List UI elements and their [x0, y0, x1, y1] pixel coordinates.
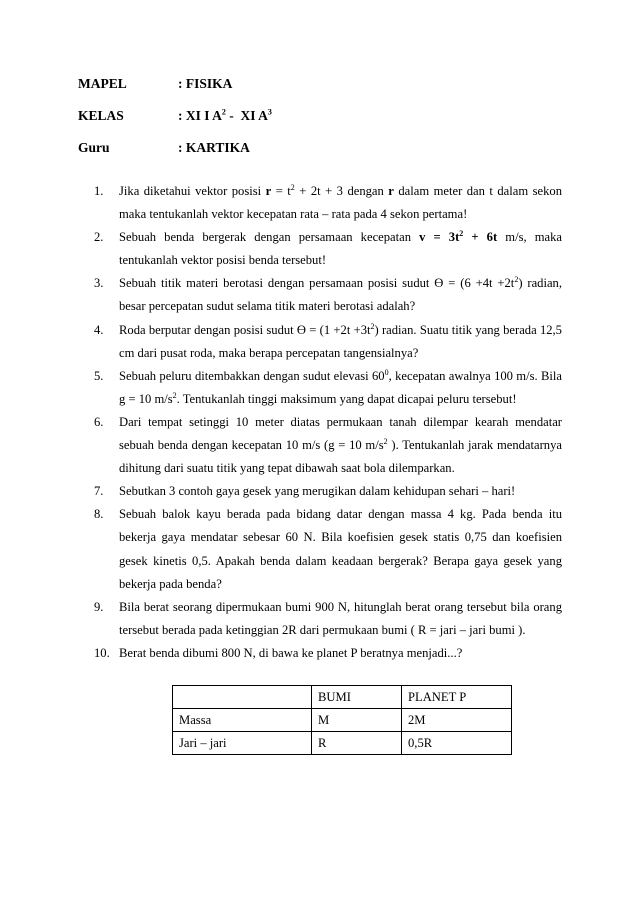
question-text: . Tentukanlah tinggi maksimum yang dapat dicapai peluru tersebut!	[176, 391, 517, 406]
question-text: Sebuah benda bergerak dengan persamaan kecepatan	[119, 230, 420, 245]
table-cell: 0,5R	[402, 732, 512, 755]
question-bold: + 6t	[463, 230, 498, 245]
kelas-sup-b: 3	[267, 107, 272, 117]
question-text: ). Tentukanlah jarak mendatarnya dihitung dari suatu titik yang tepat dibawah saat bola dilemparkan.	[119, 438, 562, 476]
question-sup: 2	[514, 275, 519, 285]
table-cell: BUMI	[312, 686, 402, 709]
question-item	[94, 503, 562, 595]
question-text: Sebuah balok kayu berada pada bidang datar dengan massa 4 kg. Pada benda itu bekerja gaya mendatar sebesar 60 N. Bila koefisien gesek statis 0,75 dan koefisien gesek kinetis 0,5. Apakah benda dalam keadaan bergerak? Berapa gaya gesek yang bekerja pada benda?	[119, 507, 562, 591]
question-text: Sebuah titik materi berotasi dengan persamaan posisi sudut ϴ = (6 +4t +2t	[119, 276, 515, 291]
question-item	[94, 226, 562, 272]
table-cell: 2M	[402, 709, 512, 732]
question-bold: r	[388, 184, 394, 198]
question-sup: 0	[384, 367, 389, 377]
question-bold: r	[265, 184, 272, 198]
question-bold: v = 3t	[419, 230, 460, 245]
question-number: 3.	[94, 276, 104, 291]
table-cell: PLANET P	[402, 686, 512, 709]
question-text: , kecepatan awalnya 100 m/s. Bila g = 10 m/s	[119, 368, 562, 406]
question-item	[94, 180, 562, 226]
question-text: Sebuah peluru ditembakkan dengan sudut elevasi 60	[119, 368, 385, 383]
mapel-value: : FISIKA	[178, 76, 233, 91]
question-item	[94, 411, 562, 480]
question-number: 8.	[94, 507, 104, 522]
header-row-mapel	[78, 76, 272, 108]
mapel-label: MAPEL	[78, 76, 127, 91]
question-number: 1.	[94, 184, 104, 198]
question-number: 4.	[94, 322, 104, 337]
table-cell	[173, 686, 312, 709]
question-number: 5.	[94, 368, 104, 383]
question-text: m/s, maka tentukanlah vektor posisi benda tersebut!	[119, 230, 562, 268]
question-number: 6.	[94, 414, 104, 429]
question-text: Roda berputar dengan posisi sudut ϴ = (1 +2t +3t	[119, 322, 371, 337]
question-text: + 2t + 3 dengan	[294, 184, 389, 198]
question-item	[94, 365, 562, 411]
question-number: 9.	[94, 599, 104, 614]
document-header	[78, 76, 272, 172]
question-number: 10.	[94, 645, 110, 660]
kelas-value	[178, 108, 272, 124]
question-item	[94, 596, 562, 642]
question-number: 7.	[94, 484, 104, 499]
question-sup: 2	[383, 436, 388, 446]
kelas-sup-a: 2	[221, 107, 226, 117]
question-sup: 2	[370, 321, 375, 331]
question-text: Dari tempat setinggi 10 meter diatas permukaan tanah dilempar kearah mendatar sebuah benda dengan kecepatan 10 m/s (g = 10 m/s	[119, 414, 562, 453]
table-cell: Massa	[173, 709, 312, 732]
table-cell: Jari – jari	[173, 732, 312, 755]
table-header-row	[173, 686, 512, 709]
table-row	[173, 732, 512, 755]
question-text: ) radian, besar percepatan sudut selama titik materi berotasi adalah?	[119, 276, 562, 314]
kelas-value-b: - XI A	[225, 108, 268, 123]
question-sup: 2	[290, 182, 295, 192]
question-text: = t	[271, 184, 291, 198]
kelas-value-a: : XI I A	[178, 108, 222, 123]
question-text: Sebutkan 3 contoh gaya gesek yang merugikan dalam kehidupan sehari – hari!	[119, 484, 516, 499]
table-cell: M	[312, 709, 402, 732]
question-list	[94, 180, 562, 665]
guru-value: : KARTIKA	[178, 140, 250, 155]
question-item	[94, 272, 562, 318]
question-number: 2.	[94, 230, 104, 245]
question-text: dalam meter dan t dalam sekon maka tentukanlah vektor kecepatan rata – rata pada 4 sekon pertama!	[119, 184, 563, 222]
table-row	[173, 709, 512, 732]
question-sup: 2	[172, 390, 177, 400]
question-text: ) radian. Suatu titik yang berada 12,5 cm dari pusat roda, maka berapa percepatan tangensialnya?	[119, 322, 562, 360]
guru-label: Guru	[78, 140, 110, 155]
question-item	[94, 642, 562, 665]
question-item	[94, 480, 562, 503]
table-cell: R	[312, 732, 402, 755]
planet-comparison-table	[172, 685, 512, 755]
question-sup: 2	[459, 229, 464, 238]
header-row-guru	[78, 140, 272, 172]
question-text: Jika diketahui vektor posisi	[119, 184, 266, 198]
question-item	[94, 319, 562, 365]
question-text: Berat benda dibumi 800 N, di bawa ke planet P beratnya menjadi...?	[119, 645, 463, 660]
kelas-label: KELAS	[78, 108, 124, 123]
header-row-kelas	[78, 108, 272, 140]
question-text: Bila berat seorang dipermukaan bumi 900 N, hitunglah berat orang tersebut bila orang tersebut berada pada ketinggian 2R dari permukaan bumi ( R = jari – jari bumi ).	[119, 599, 562, 637]
